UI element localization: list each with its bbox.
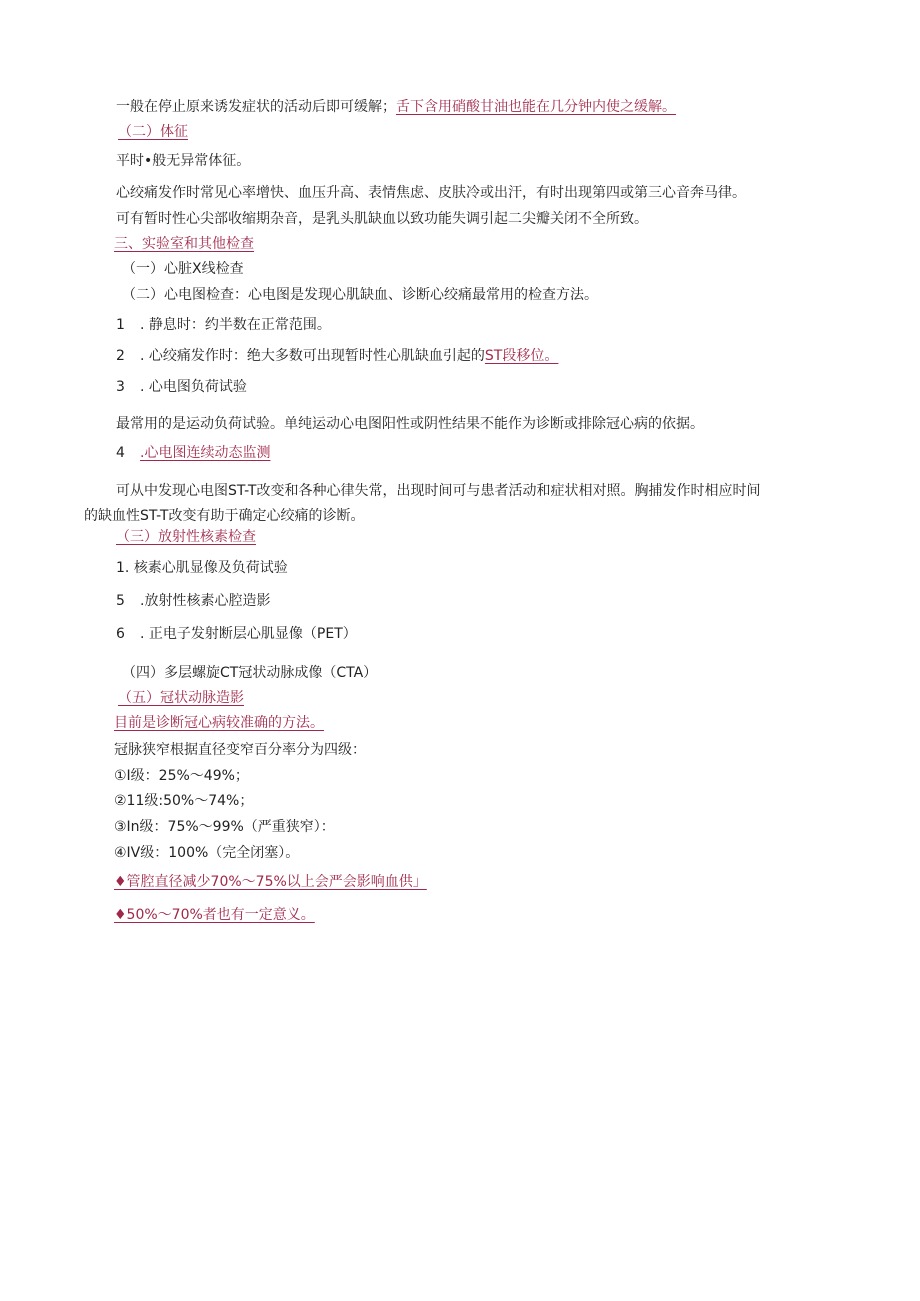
nuclear-item-text: 核素心肌显像及负荷试验: [133, 560, 288, 576]
holter-item-number: 4: [116, 445, 125, 461]
ecg-item-number: 2: [116, 348, 125, 364]
ecg-item-text: . 心电图负荷试验: [140, 379, 247, 395]
nuclear-item-number: 5: [116, 593, 125, 609]
ecg-item-text: . 静息时：约半数在正常范围。: [140, 317, 331, 333]
grade-item-2: ②11级:50%～74%；: [114, 793, 254, 809]
holter-desc-2: 的缺血性ST-T改变有助于确定心绞痛的诊断。: [84, 508, 365, 524]
angio-accurate-text: 目前是诊断冠心病较准确的方法。: [114, 715, 324, 731]
ecg-item-3: [116, 377, 247, 397]
grade-item-1: ①I级：25%～49%；: [114, 768, 249, 784]
note-moderate-significance: ♦50%～70%者也有一定意义。: [114, 907, 315, 923]
nuclear-item-1: [116, 558, 288, 578]
holter-item-heading: .心电图连续动态监测: [140, 445, 271, 461]
section-signs-heading: （二）体征: [118, 124, 188, 140]
cta-heading: （四）多层螺旋CT冠状动脉成像（CTA）: [122, 665, 378, 681]
relief-highlighted-text: 舌下含用硝酸甘油也能在几分钟内使之缓解。: [396, 99, 676, 115]
relief-plain-text: 一般在停止原来诱发症状的活动后即可缓解；: [116, 99, 396, 115]
holter-item: [116, 443, 270, 463]
ecg-item-number: 1: [116, 317, 125, 333]
section-nuclear-heading: （三）放射性核素检查: [116, 529, 256, 545]
grade-item-4: ④IV级：100%（完全闭塞）。: [114, 845, 300, 861]
signs-attack-text-1: 心绞痛发作时常见心率增快、血压升高、表情焦虑、皮肤冷或出汗，有时出现第四或第三心音奔马律。: [116, 185, 746, 201]
signs-normal-text: 平时•般无异常体征。: [116, 153, 251, 169]
ecg-item-2: [116, 346, 558, 366]
ecg-item-1: [116, 315, 331, 335]
nuclear-item-text: .放射性核素心腔造影: [140, 593, 271, 609]
st-shift-highlight: ST段移位。: [484, 348, 559, 364]
ecg-heading: （二）心电图检查：心电图是发现心肌缺血、诊断心绞痛最常用的检查方法。: [122, 287, 598, 303]
section-lab-heading: 三、实验室和其他检查: [114, 236, 254, 252]
holter-desc-1: 可从中发现心电图ST-T改变和各种心律失常，出现时间可与患者活动和症状相对照。胸捕发作时相应时间: [116, 483, 761, 499]
xray-heading: （一）心脏X线检查: [122, 261, 244, 277]
note-lumen-reduction: ♦管腔直径减少70%～75%以上会严会影响血供」: [114, 874, 427, 890]
section-angio-heading: （五）冠状动脉造影: [118, 690, 244, 706]
signs-attack-text-2: 可有暂时性心尖部收缩期杂音，是乳头肌缺血以致功能失调引起二尖瓣关闭不全所致。: [116, 211, 648, 227]
grading-intro: 冠脉狭窄根据直径变窄百分率分为四级：: [114, 742, 366, 758]
nuclear-item-number: 1.: [116, 560, 130, 576]
nuclear-item-text: . 正电子发射断层心肌显像（PET）: [140, 626, 357, 642]
relief-paragraph: [116, 97, 676, 117]
stress-test-note: 最常用的是运动负荷试验。单纯运动心电图阳性或阴性结果不能作为诊断或排除冠心病的依据。: [116, 416, 704, 432]
nuclear-item-3: [116, 624, 357, 644]
nuclear-item-2: [116, 591, 270, 611]
ecg-item-number: 3: [116, 379, 125, 395]
ecg-item-text: . 心绞痛发作时：绝大多数可出现暂时性心肌缺血引起的: [140, 348, 485, 364]
nuclear-item-number: 6: [116, 626, 125, 642]
grade-item-3: ③In级：75%～99%（严重狭窄）：: [114, 819, 335, 835]
